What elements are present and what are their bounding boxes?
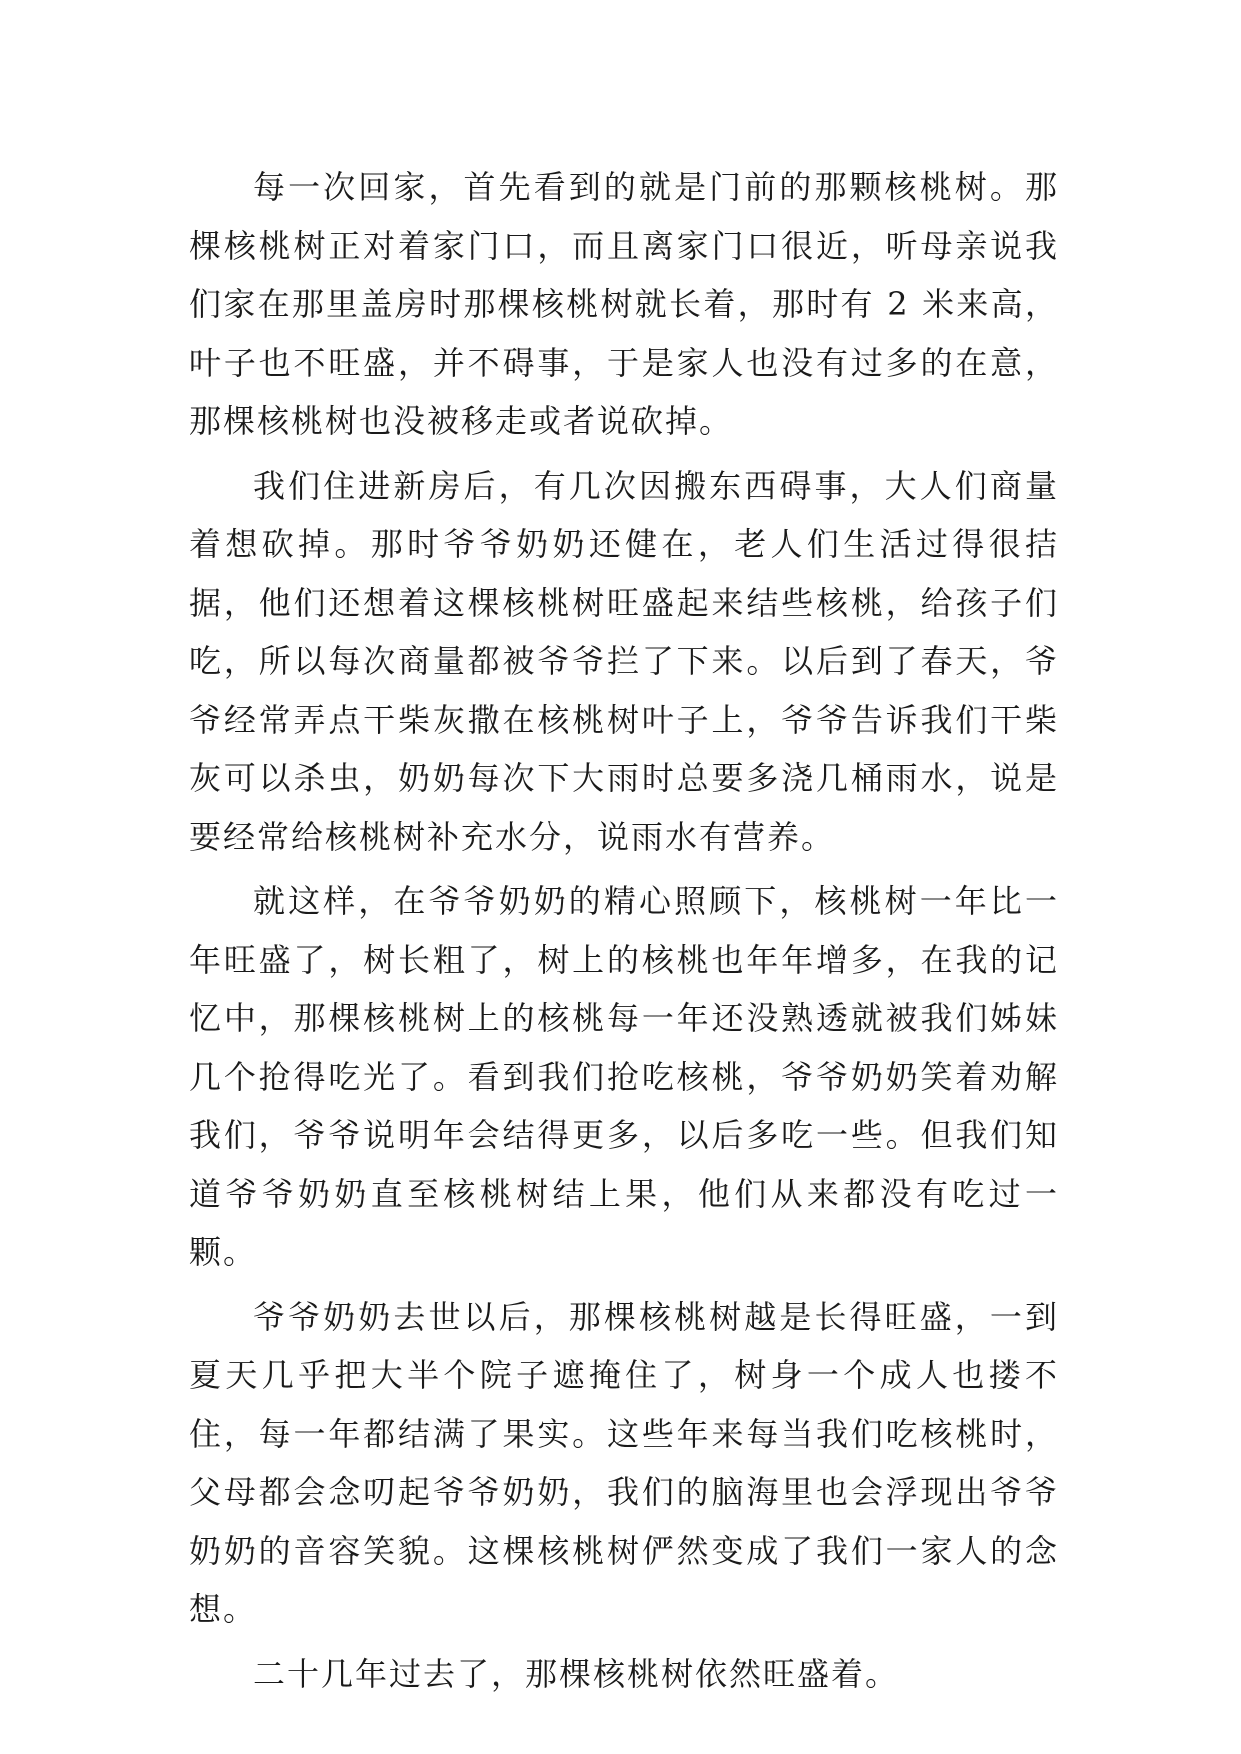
paragraph-5: 二十几年过去了，那棵核桃树依然旺盛着。 (253, 1654, 900, 1693)
document-body (189, 158, 1059, 1703)
paragraph-1: 每一次回家，首先看到的就是门前的那颗核桃树。那棵核桃树正对着家门口，而且离家门口很近，听母亲说我们家在那里盖房时那棵核桃树就长着，那时有 2 米来高，叶子也不旺盛，并不碍事，于是家人也没有过多的在意，那棵核桃树也没被移走或者说砍掉。 (189, 168, 1059, 440)
paragraph-2: 我们住进新房后，有几次因搬东西碍事，大人们商量着想砍掉。那时爷爷奶奶还健在，老人们生活过得很拮据，他们还想着这棵核桃树旺盛起来结些核桃，给孩子们吃，所以每次商量都被爷爷拦了下来。以后到了春天，爷爷经常弄点干柴灰撒在核桃树叶子上，爷爷告诉我们干柴灰可以杀虫，奶奶每次下大雨时总要多浇几桶雨水，说是要经常给核桃树补充水分，说雨水有营养。 (189, 466, 1059, 856)
paragraph-3: 就这样，在爷爷奶奶的精心照顾下，核桃树一年比一年旺盛了，树长粗了，树上的核桃也年年增多，在我的记忆中，那棵核桃树上的核桃每一年还没熟透就被我们姊妹几个抢得吃光了。看到我们抢吃核桃，爷爷奶奶笑着劝解我们，爷爷说明年会结得更多，以后多吃一些。但我们知道爷爷奶奶直至核桃树结上果，他们从来都没有吃过一颗。 (189, 882, 1059, 1271)
paragraph-4: 爷爷奶奶去世以后，那棵核桃树越是长得旺盛，一到夏天几乎把大半个院子遮掩住了，树身一个成人也搂不住，每一年都结满了果实。这些年来每当我们吃核桃时，父母都会念叨起爷爷奶奶，我们的脑海里也会浮现出爷爷奶奶的音容笑貌。这棵核桃树俨然变成了我们一家人的念想。 (189, 1297, 1059, 1628)
